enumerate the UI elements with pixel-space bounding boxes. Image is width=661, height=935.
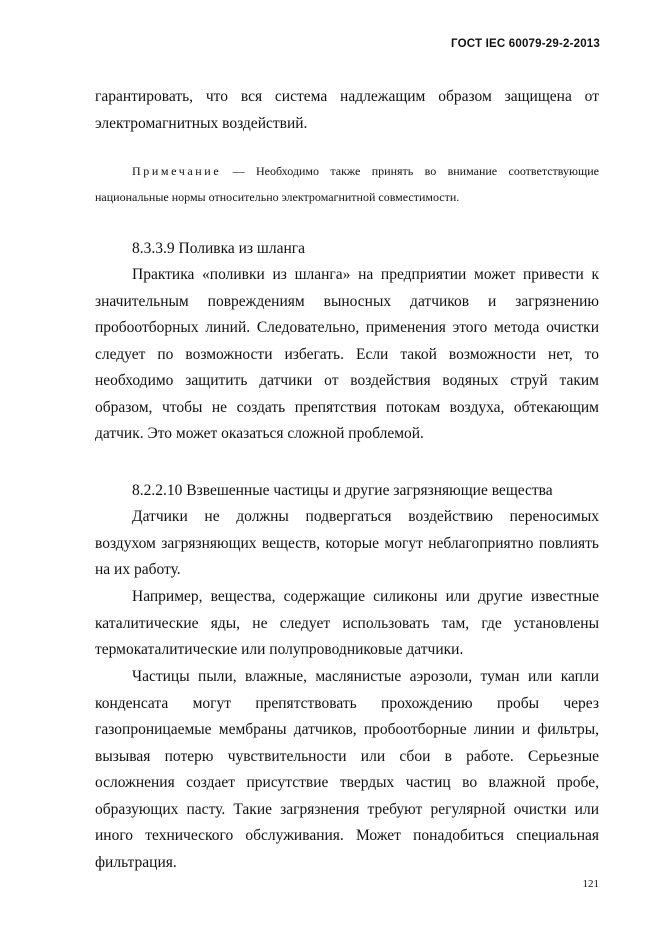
- section-paragraph-particles-1: Датчики не должны подвергаться воздействию переносимых воздухом загрязняющих веществ, которые могут неблагоприятно повлиять на их работу.: [95, 508, 599, 578]
- section-heading-hose: 8.3.3.9 Поливка из шланга: [132, 240, 306, 257]
- document-header: ГОСТ IEC 60079-29-2-2013: [451, 38, 600, 50]
- section-paragraph-hose: Практика «поливки из шланга» на предприятии может привести к значительным повреждениям выносных датчиков и загрязнению пробоотборных линий. Следовательно, применения этого метода очистки следует по возможности избегать. Если такой возможности нет, то необходимо защитить датчики от воздействия водяных струй таким образом, чтобы не создать препятствия потокам воздуха, обтекающим датчик. Это может оказаться сложной проблемой.: [95, 266, 599, 442]
- section-paragraph-particles-2: Например, вещества, содержащие силиконы или другие известные каталитические яды, не следует использовать там, где установлены термокаталитические или полупроводниковые датчики.: [95, 588, 599, 658]
- note-paragraph: [95, 158, 599, 210]
- page-number: 121: [582, 878, 599, 890]
- section-paragraph-particles-3: Частицы пыли, влажные, маслянистые аэрозоли, туман или капли конденсата могут препятствовать прохождению пробы через газопроницаемые мембраны датчиков, пробоотборные линии и фильтры, вызывая потерю чувствительности или сбои в работе. Серьезные осложнения создает присутствие твердых частиц во влажной пробе, образующих пасту. Такие загрязнения требуют регулярной очистки или иного технического обслуживания. Может понадобиться специальная фильтрация.: [95, 668, 599, 871]
- note-label: Примечание: [132, 164, 222, 178]
- intro-paragraph: гарантировать, что вся система надлежащим образом защищена от электромагнитных воздействий.: [95, 88, 599, 132]
- section-heading-particles: 8.2.2.10 Взвешенные частицы и другие загрязняющие вещества: [132, 482, 553, 499]
- note-text: — Необходимо также принять во внимание соответствующие национальные нормы относительно электромагнитной совместимости.: [95, 164, 599, 204]
